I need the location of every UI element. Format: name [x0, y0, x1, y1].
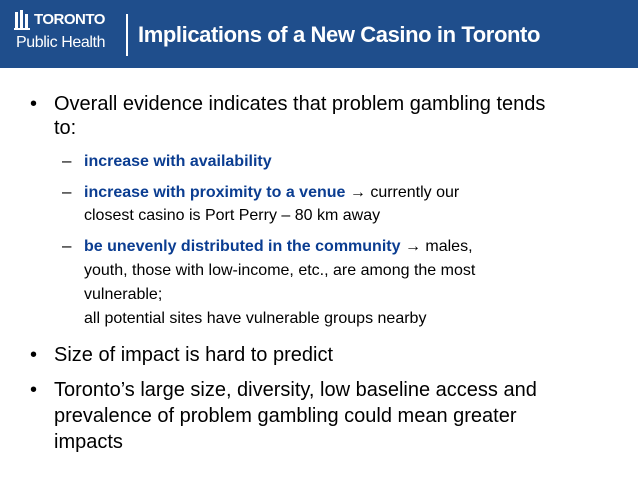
slide-title: Implications of a New Casino in Toronto	[138, 22, 541, 47]
bullet-3-line-1: Toronto’s large size, diversity, low baseline access and	[54, 379, 537, 401]
arrow-right-icon: →	[404, 238, 421, 255]
sub-item-proximity-bold: increase with proximity to a venue	[84, 184, 346, 201]
sub-item-distribution-line-2: youth, those with low-income, etc., are among the most	[84, 262, 476, 279]
sub-item-proximity-after-arrow: currently our	[370, 184, 460, 201]
bullet-1-line-1: Overall evidence indicates that problem gambling tends	[54, 93, 546, 115]
bullet-marker: •	[30, 344, 38, 366]
bullet-1-line-2: to:	[54, 117, 77, 139]
sub-item-distribution-after-arrow: males,	[425, 238, 473, 255]
dash-marker: –	[62, 182, 72, 201]
logo-city-name: TORONTO	[34, 11, 105, 28]
arrow-right-icon: →	[349, 184, 366, 201]
dash-marker: –	[62, 236, 72, 255]
sub-item-availability-bold: increase with availability	[84, 153, 272, 170]
dash-marker: –	[62, 151, 72, 170]
bullet-3-line-2: prevalence of problem gambling could mean greater	[54, 405, 517, 427]
bullet-marker: •	[30, 93, 38, 115]
sub-item-availability	[84, 152, 632, 172]
sub-item-proximity-line-1	[84, 183, 632, 203]
sub-item-distribution-bold: be unevenly distributed in the community	[84, 238, 401, 255]
bullet-2-line-1: Size of impact is hard to predict	[54, 344, 334, 366]
bullet-3-line-3: impacts	[54, 431, 123, 453]
sub-item-proximity-line-2: closest casino is Port Perry – 80 km away	[84, 207, 381, 224]
bullet-marker: •	[30, 379, 38, 401]
sub-item-distribution-line-1	[84, 237, 632, 257]
logo-department-name: Public Health	[16, 34, 106, 51]
sub-item-distribution-line-4: all potential sites have vulnerable groups nearby	[84, 310, 427, 327]
sub-item-distribution-line-3: vulnerable;	[84, 286, 163, 303]
